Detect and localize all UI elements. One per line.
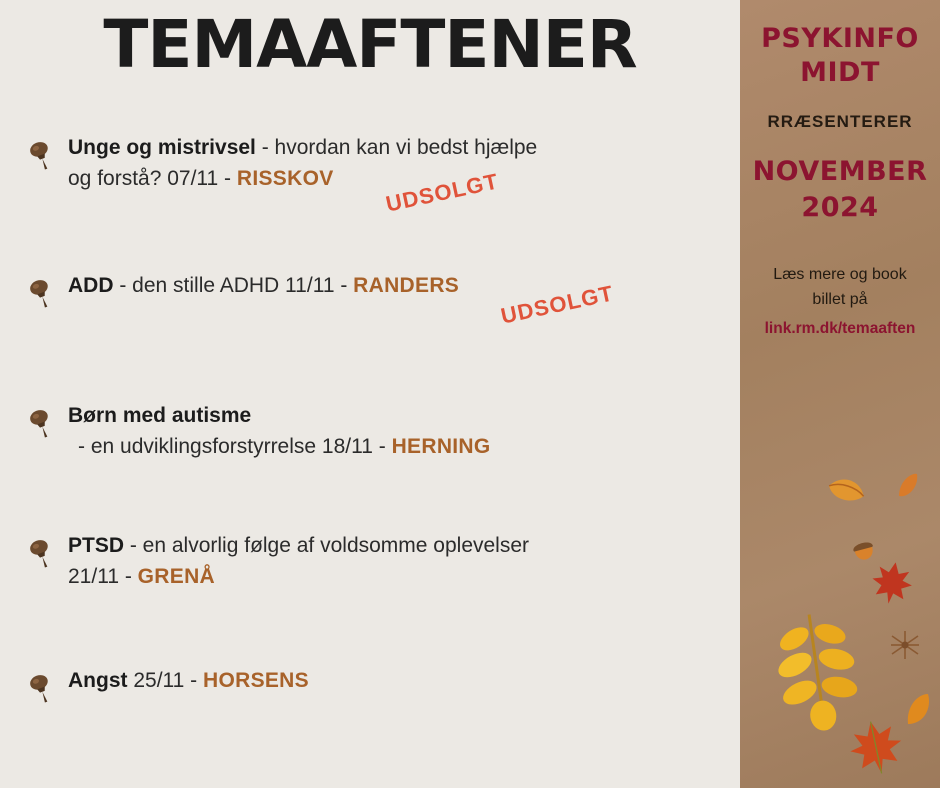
event-desc: - den stille ADHD 11/11 - (113, 274, 354, 297)
brand-line-2: MIDT (800, 57, 880, 88)
month-label: NOVEMBER (752, 156, 928, 187)
event-desc-cont: 21/11 - (68, 565, 138, 588)
booking-info (740, 262, 940, 341)
event-line (68, 400, 730, 431)
spider-icon (890, 630, 920, 665)
event-desc: - en alvorlig følge af voldsomme oplevelser (124, 534, 530, 557)
list-item[interactable] (0, 665, 740, 755)
event-line (68, 270, 730, 301)
maple-leaf-icon (848, 718, 904, 781)
booking-link[interactable]: link.rm.dk/temaaften (764, 320, 916, 337)
booking-line-1: Læs mere og book (773, 266, 907, 283)
event-line (68, 530, 730, 561)
list-item[interactable] (0, 530, 740, 665)
status-badge: UDSOLGT (383, 168, 501, 217)
event-topic: PTSD (68, 534, 125, 557)
event-topic: ADD (68, 274, 114, 297)
sidebar (740, 0, 940, 788)
leaf-icon (902, 690, 936, 735)
event-city: RANDERS (353, 274, 460, 297)
status-badge: UDSOLGT (498, 280, 616, 329)
event-topic: Angst (68, 669, 128, 692)
leaf-icon (895, 470, 921, 505)
list-item[interactable] (0, 400, 740, 530)
presents-label: RRÆSENTERER (767, 112, 913, 131)
maple-leaf-icon (870, 560, 914, 611)
event-city: GRENÅ (137, 565, 215, 588)
brand-name (740, 22, 940, 90)
event-desc: - en udviklingsforstyrrelse 18/11 - (78, 435, 392, 458)
brand-line-1: PSYKINFO (761, 23, 919, 54)
pushpin-icon (24, 536, 58, 570)
event-topic: Børn med autisme (68, 404, 252, 427)
pushpin-icon (24, 671, 58, 705)
event-topic: Unge og mistrivsel (68, 136, 256, 159)
event-city: HERNING (391, 435, 491, 458)
event-line (68, 561, 730, 592)
event-line (68, 431, 730, 462)
booking-line-2: billet på (812, 291, 868, 308)
event-line (68, 665, 730, 696)
page-title: TEMAAFTENER (103, 6, 637, 83)
leaf-icon (822, 470, 870, 519)
pushpin-icon (24, 276, 58, 310)
list-item[interactable] (0, 270, 740, 400)
pushpin-icon (24, 406, 58, 440)
year-label: 2024 (801, 192, 879, 223)
event-desc: 25/11 - (127, 669, 203, 692)
pushpin-icon (24, 138, 58, 172)
event-city: RISSKOV (236, 167, 334, 190)
event-desc-cont: og forstå? 07/11 - (68, 167, 237, 190)
event-list (0, 132, 740, 755)
event-desc: - hvordan kan vi bedst hjælpe (255, 136, 538, 159)
month-year (740, 154, 940, 226)
list-item[interactable] (0, 132, 740, 270)
event-city: HORSENS (203, 669, 309, 692)
event-line (68, 132, 730, 163)
